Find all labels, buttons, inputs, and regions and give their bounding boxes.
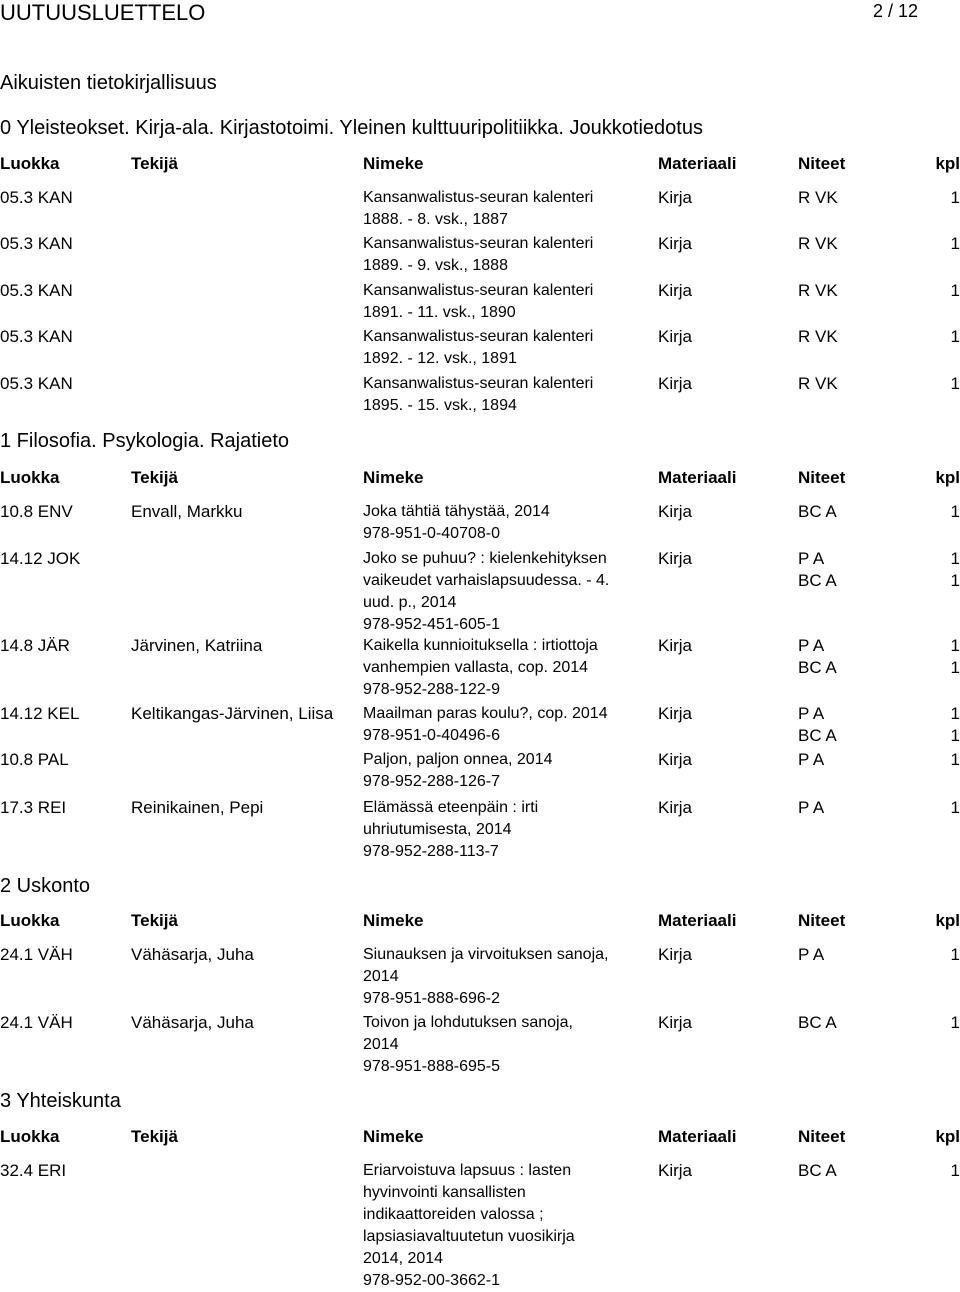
- column-header-nimeke: Nimeke: [363, 468, 424, 487]
- column-header-tekija: Tekijä: [131, 468, 178, 487]
- materiaali-cell: Kirja: [658, 234, 693, 253]
- kpl-line: 1: [950, 945, 960, 964]
- luokka-cell: 24.1 VÄH: [0, 1013, 73, 1032]
- tekija-cell: Vähäsarja, Juha: [131, 945, 254, 964]
- nimeke-line: Paljon, paljon onnea, 2014: [363, 751, 553, 768]
- niteet-line: P A: [798, 549, 825, 568]
- nimeke-line: 1895. - 15. vsk., 1894: [363, 397, 517, 414]
- nimeke-line: Elämässä eteenpäin : irti: [363, 799, 539, 816]
- niteet-line: BC A: [798, 726, 837, 745]
- column-header-tekija: Tekijä: [131, 1127, 178, 1146]
- niteet-line: P A: [798, 798, 825, 817]
- tekija-cell: Keltikangas-Järvinen, Liisa: [131, 704, 334, 723]
- nimeke-cell: [363, 501, 550, 545]
- niteet-line: P A: [798, 945, 825, 964]
- niteet-line: P A: [798, 704, 825, 723]
- materiaali-cell: Kirja: [658, 945, 693, 964]
- materiaali-cell: Kirja: [658, 798, 693, 817]
- niteet-cell: [798, 233, 838, 255]
- kpl-line: 1: [950, 1161, 960, 1180]
- column-header-niteet: Niteet: [798, 154, 846, 173]
- kpl-line: 1: [950, 281, 960, 300]
- kpl-line: 1: [950, 234, 960, 253]
- nimeke-line: 2014, 2014: [363, 1250, 444, 1267]
- kpl-cell: [951, 944, 960, 966]
- niteet-line: R VK: [798, 188, 838, 207]
- niteet-cell: [798, 797, 824, 819]
- nimeke-line: indikaattoreiden valossa ;: [363, 1206, 544, 1223]
- nimeke-cell: [363, 635, 598, 701]
- niteet-line: R VK: [798, 374, 838, 393]
- materiaali-cell: Kirja: [658, 750, 693, 769]
- nimeke-cell: [363, 187, 593, 231]
- kpl-cell: [951, 1012, 960, 1034]
- kpl-line: 1: [950, 549, 960, 568]
- nimeke-cell: [363, 703, 608, 747]
- niteet-line: R VK: [798, 234, 838, 253]
- luokka-cell: 05.3 KAN: [0, 281, 73, 300]
- nimeke-line: Kansanwalistus-seuran kalenteri: [363, 235, 594, 252]
- luokka-cell: 05.3 KAN: [0, 327, 73, 346]
- luokka-cell: 14.12 KEL: [0, 704, 80, 723]
- materiaali-cell: Kirja: [658, 1013, 693, 1032]
- kpl-line: 1: [950, 798, 960, 817]
- nimeke-cell: [363, 233, 593, 277]
- nimeke-line: Toivon ja lohdutuksen sanoja,: [363, 1014, 573, 1031]
- column-header-luokka: Luokka: [0, 468, 60, 487]
- niteet-line: R VK: [798, 281, 838, 300]
- section-title: 1 Filosofia. Psykologia. Rajatieto: [0, 430, 290, 452]
- column-header-materiaali: Materiaali: [658, 154, 737, 173]
- kpl-line: 1: [950, 726, 960, 745]
- niteet-line: BC A: [798, 1161, 837, 1180]
- niteet-line: R VK: [798, 327, 838, 346]
- kpl-cell: [951, 797, 960, 819]
- kpl-line: 1: [950, 374, 960, 393]
- niteet-cell: [798, 326, 838, 348]
- kpl-cell: [951, 1160, 960, 1182]
- nimeke-line: Kansanwalistus-seuran kalenteri: [363, 328, 594, 345]
- page-title: UUTUUSLUETTELO: [0, 0, 206, 25]
- nimeke-cell: [363, 280, 593, 324]
- niteet-cell: [798, 373, 838, 395]
- niteet-line: BC A: [798, 502, 837, 521]
- niteet-cell: [798, 703, 837, 747]
- kpl-line: 1: [950, 704, 960, 723]
- nimeke-cell: [363, 373, 593, 417]
- column-header-niteet: Niteet: [798, 468, 846, 487]
- luokka-cell: 14.12 JOK: [0, 549, 81, 568]
- niteet-line: BC A: [798, 1013, 837, 1032]
- kpl-line: 1: [950, 750, 960, 769]
- column-header-nimeke: Nimeke: [363, 1127, 424, 1146]
- column-header-luokka: Luokka: [0, 1127, 60, 1146]
- niteet-cell: [798, 280, 838, 302]
- nimeke-line: Kaikella kunnioituksella : irtiottoja: [363, 637, 598, 654]
- kpl-cell: [951, 501, 960, 523]
- kpl-cell: [951, 373, 960, 395]
- nimeke-line: 1892. - 12. vsk., 1891: [363, 350, 517, 367]
- nimeke-line: uhriutumisesta, 2014: [363, 821, 512, 838]
- kpl-cell: [951, 703, 960, 747]
- column-header-niteet: Niteet: [798, 1127, 846, 1146]
- nimeke-line: vaikeudet varhaislapsuudessa. - 4.: [363, 572, 610, 589]
- kpl-line: 1: [950, 188, 960, 207]
- column-header-materiaali: Materiaali: [658, 1127, 737, 1146]
- nimeke-cell: [363, 1012, 573, 1078]
- column-header-niteet: Niteet: [798, 911, 846, 930]
- nimeke-line: 978-951-888-696-2: [363, 990, 500, 1007]
- nimeke-line: 978-951-0-40496-6: [363, 727, 500, 744]
- niteet-cell: [798, 187, 838, 209]
- luokka-cell: 14.8 JÄR: [0, 636, 70, 655]
- nimeke-line: 1891. - 11. vsk., 1890: [363, 304, 516, 321]
- kpl-cell: [951, 326, 960, 348]
- nimeke-line: Maailman paras koulu?, cop. 2014: [363, 705, 608, 722]
- column-header-tekija: Tekijä: [131, 911, 178, 930]
- kpl-line: 1: [950, 502, 960, 521]
- section-title: 2 Uskonto: [0, 875, 91, 897]
- tekija-cell: Järvinen, Katriina: [131, 636, 263, 655]
- materiaali-cell: Kirja: [658, 549, 693, 568]
- kpl-cell: [951, 187, 960, 209]
- column-header-luokka: Luokka: [0, 154, 60, 173]
- kpl-line: 1: [950, 1013, 960, 1032]
- niteet-line: BC A: [798, 571, 837, 590]
- column-header-nimeke: Nimeke: [363, 911, 424, 930]
- materiaali-cell: Kirja: [658, 188, 693, 207]
- nimeke-line: hyvinvointi kansallisten: [363, 1184, 526, 1201]
- nimeke-line: 978-952-00-3662-1: [363, 1272, 500, 1289]
- kpl-cell: [951, 280, 960, 302]
- nimeke-line: Kansanwalistus-seuran kalenteri: [363, 375, 594, 392]
- luokka-cell: 24.1 VÄH: [0, 945, 73, 964]
- kpl-cell: [951, 548, 960, 592]
- column-header-tekija: Tekijä: [131, 154, 178, 173]
- column-header-materiaali: Materiaali: [658, 911, 737, 930]
- main-heading: Aikuisten tietokirjallisuus: [0, 72, 217, 94]
- nimeke-line: 1889. - 9. vsk., 1888: [363, 257, 508, 274]
- nimeke-line: uud. p., 2014: [363, 594, 457, 611]
- nimeke-line: 978-952-288-122-9: [363, 681, 500, 698]
- nimeke-line: Siunauksen ja virvoituksen sanoja,: [363, 946, 609, 963]
- column-header-kpl: kpl: [935, 911, 960, 930]
- nimeke-line: Kansanwalistus-seuran kalenteri: [363, 282, 594, 299]
- niteet-cell: [798, 1160, 837, 1182]
- nimeke-line: Kansanwalistus-seuran kalenteri: [363, 189, 594, 206]
- niteet-line: P A: [798, 636, 825, 655]
- materiaali-cell: Kirja: [658, 1161, 693, 1180]
- nimeke-cell: [363, 797, 538, 863]
- niteet-line: BC A: [798, 658, 837, 677]
- niteet-cell: [798, 635, 837, 679]
- luokka-cell: 32.4 ERI: [0, 1161, 67, 1180]
- materiaali-cell: Kirja: [658, 374, 693, 393]
- nimeke-cell: [363, 326, 593, 370]
- niteet-cell: [798, 1012, 837, 1034]
- nimeke-line: Joko se puhuu? : kielenkehityksen: [363, 550, 607, 567]
- kpl-cell: [951, 749, 960, 771]
- kpl-line: 1: [950, 327, 960, 346]
- nimeke-line: lapsiasiavaltuutetun vuosikirja: [363, 1228, 575, 1245]
- kpl-cell: [951, 635, 960, 679]
- column-header-luokka: Luokka: [0, 911, 60, 930]
- nimeke-line: 978-952-288-126-7: [363, 773, 500, 790]
- column-header-nimeke: Nimeke: [363, 154, 424, 173]
- niteet-cell: [798, 749, 824, 771]
- column-header-kpl: kpl: [935, 1127, 960, 1146]
- nimeke-line: Eriarvoistuva lapsuus : lasten: [363, 1162, 572, 1179]
- materiaali-cell: Kirja: [658, 704, 693, 723]
- column-header-kpl: kpl: [935, 468, 960, 487]
- kpl-line: 1: [950, 658, 960, 677]
- nimeke-cell: [363, 749, 553, 793]
- tekija-cell: Envall, Markku: [131, 502, 243, 521]
- nimeke-cell: [363, 944, 608, 1010]
- luokka-cell: 05.3 KAN: [0, 374, 73, 393]
- luokka-cell: 10.8 ENV: [0, 502, 73, 521]
- nimeke-line: 2014: [363, 968, 399, 985]
- nimeke-line: 978-952-451-605-1: [363, 616, 500, 633]
- tekija-cell: Vähäsarja, Juha: [131, 1013, 254, 1032]
- materiaali-cell: Kirja: [658, 636, 693, 655]
- niteet-cell: [798, 944, 824, 966]
- niteet-cell: [798, 548, 837, 592]
- luokka-cell: 05.3 KAN: [0, 188, 73, 207]
- page-number: 2 / 12: [872, 1, 918, 21]
- nimeke-line: 978-952-288-113-7: [363, 843, 499, 860]
- column-header-materiaali: Materiaali: [658, 468, 737, 487]
- nimeke-line: 978-951-0-40708-0: [363, 525, 500, 542]
- kpl-cell: [951, 233, 960, 255]
- luokka-cell: 10.8 PAL: [0, 750, 69, 769]
- nimeke-line: vanhempien vallasta, cop. 2014: [363, 659, 589, 676]
- nimeke-line: 978-951-888-695-5: [363, 1058, 500, 1075]
- materiaali-cell: Kirja: [658, 327, 693, 346]
- niteet-cell: [798, 501, 837, 523]
- column-header-kpl: kpl: [935, 154, 960, 173]
- section-title: 0 Yleisteokset. Kirja-ala. Kirjastotoimi. Yleinen kulttuuripolitiikka. Joukkotiedotus: [0, 117, 703, 139]
- niteet-line: P A: [798, 750, 825, 769]
- luokka-cell: 05.3 KAN: [0, 234, 73, 253]
- materiaali-cell: Kirja: [658, 502, 693, 521]
- nimeke-cell: [363, 548, 609, 636]
- kpl-line: 1: [950, 571, 960, 590]
- nimeke-line: Joka tähtiä tähystää, 2014: [363, 503, 550, 520]
- luokka-cell: 17.3 REI: [0, 798, 67, 817]
- nimeke-line: 1888. - 8. vsk., 1887: [363, 211, 508, 228]
- materiaali-cell: Kirja: [658, 281, 693, 300]
- nimeke-cell: [363, 1160, 575, 1292]
- tekija-cell: Reinikainen, Pepi: [131, 798, 264, 817]
- section-title: 3 Yhteiskunta: [0, 1090, 121, 1112]
- kpl-line: 1: [950, 636, 960, 655]
- nimeke-line: 2014: [363, 1036, 399, 1053]
